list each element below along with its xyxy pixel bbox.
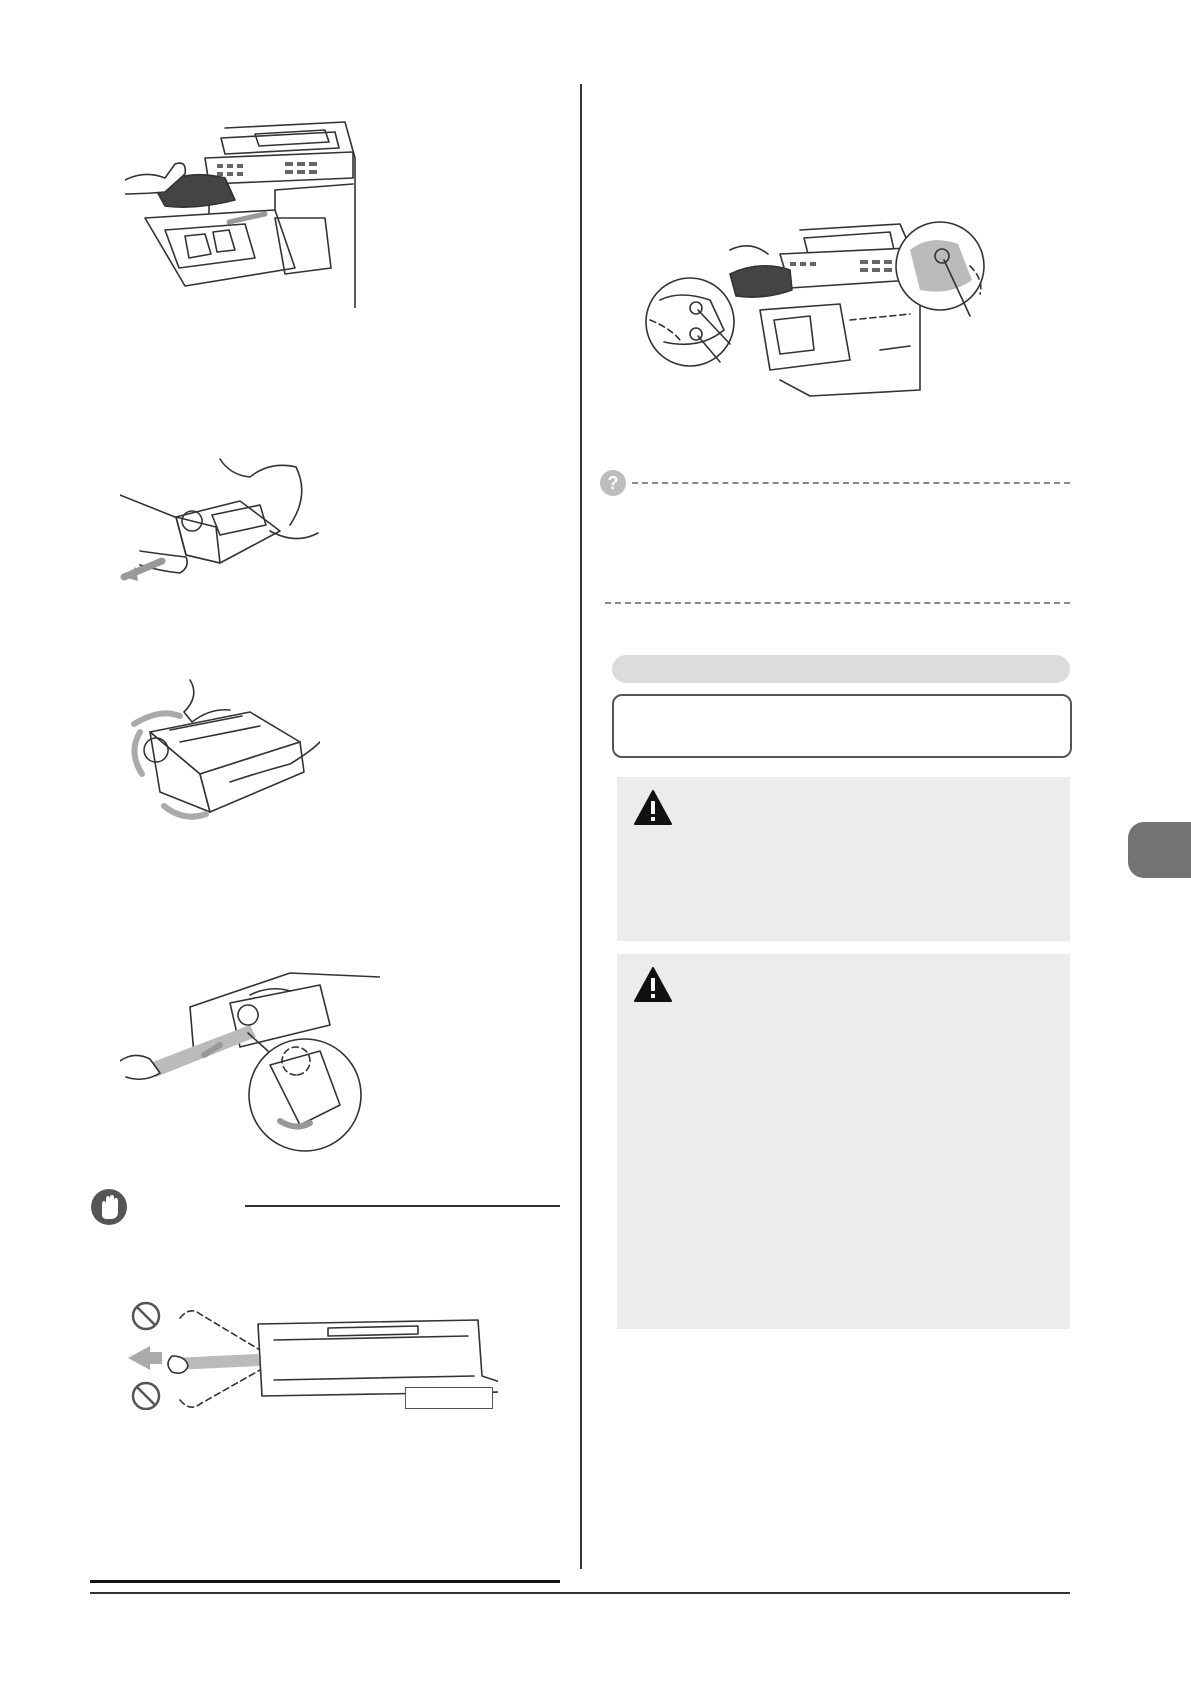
important-heading-rule bbox=[245, 1205, 560, 1207]
faq-bottom-rule bbox=[605, 602, 1070, 604]
faq-top-rule bbox=[632, 482, 1070, 484]
question-icon: ? bbox=[600, 470, 626, 496]
prohibited-icon bbox=[133, 1383, 159, 1409]
illustration-hold-cartridge bbox=[120, 455, 320, 590]
warning-triangle-icon bbox=[633, 966, 673, 1004]
illustration-rock-cartridge bbox=[120, 672, 320, 832]
info-box bbox=[612, 694, 1072, 758]
hand-stop-icon bbox=[90, 1188, 128, 1226]
footer-rule bbox=[90, 1592, 1070, 1594]
illustration-insert-cartridge bbox=[640, 210, 1000, 400]
footer-rule-left bbox=[90, 1580, 560, 1583]
warning-box-1 bbox=[617, 777, 1070, 941]
prohibited-icon bbox=[133, 1303, 159, 1329]
warning-triangle-icon bbox=[633, 789, 673, 827]
chapter-tab bbox=[1128, 822, 1191, 878]
illustration-pull-seal-tape bbox=[120, 955, 380, 1155]
illustration-remove-cartridge bbox=[125, 118, 365, 308]
section-heading-bar bbox=[612, 655, 1070, 683]
model-label bbox=[405, 1387, 493, 1409]
column-divider bbox=[580, 84, 582, 1569]
warning-box-2 bbox=[617, 954, 1070, 1329]
